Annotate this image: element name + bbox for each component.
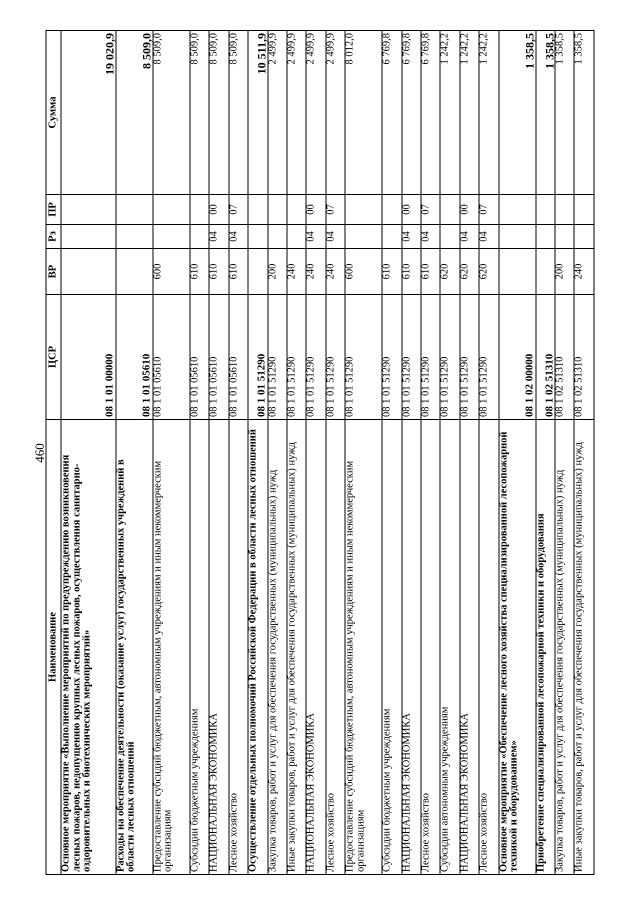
table-row	[479, 31, 498, 875]
cell-sum: 1 358,5	[555, 31, 574, 195]
table-row	[536, 31, 555, 875]
cell-name: Лесное хозяйство	[479, 420, 498, 875]
cell-pr	[382, 195, 401, 225]
cell-csr: 08 1 01 05610	[116, 295, 153, 420]
cell-vr: 240	[306, 249, 325, 295]
cell-sum: 6 769,8	[421, 31, 440, 195]
table-row	[248, 31, 267, 875]
cell-sum: 8 509,0	[153, 31, 190, 195]
cell-vr	[248, 249, 267, 295]
cell-rz	[499, 225, 536, 249]
cell-rz	[555, 225, 574, 249]
cell-sum: 2 499,9	[306, 31, 325, 195]
cell-sum: 6 769,8	[402, 31, 421, 195]
table-row	[190, 31, 209, 875]
cell-name: Осуществление отдельных полномочий Российской Федерации в области лесных отношений	[248, 420, 267, 875]
table-row	[382, 31, 401, 875]
cell-csr: 08 1 01 51290	[440, 295, 459, 420]
cell-pr	[499, 195, 536, 225]
cell-csr: 08 1 02 51310	[536, 295, 555, 420]
cell-csr: 08 1 01 05610	[190, 295, 209, 420]
cell-name: Основное мероприятие «Обеспечение лесного хозяйства специализированной лесопожарной техникой и оборудованием»	[499, 420, 536, 875]
cell-sum: 1 242,2	[479, 31, 498, 195]
document-page-rotated	[46, 31, 595, 875]
table-row	[306, 31, 325, 875]
cell-name: Лесное хозяйство	[229, 420, 248, 875]
cell-rz	[536, 225, 555, 249]
cell-pr: 00	[402, 195, 421, 225]
cell-name: Субсидии бюджетным учреждениям	[382, 420, 401, 875]
cell-rz	[248, 225, 267, 249]
table-row	[440, 31, 459, 875]
cell-name: Основное мероприятие «Выполнение мероприятий по предупреждению возникновения лесных пожаров, недопущению крупных лесных пожаров, осуществления санитарно-оздоровительных и биотехнических мероприятий»	[61, 420, 116, 875]
cell-sum: 6 769,8	[382, 31, 401, 195]
cell-pr	[287, 195, 306, 225]
cell-csr: 08 1 01 51290	[479, 295, 498, 420]
cell-pr	[116, 195, 153, 225]
table-row	[209, 31, 228, 875]
table-row	[116, 31, 153, 875]
cell-vr	[536, 249, 555, 295]
cell-sum: 8 509,0	[209, 31, 228, 195]
cell-sum: 1 358,5	[574, 31, 594, 195]
cell-name: Приобретение специализированной лесопожарной техники и оборудования	[536, 420, 555, 875]
cell-name: Предоставление субсидий бюджетным, автономным учреждениям и иным некоммерческим организациям	[153, 420, 190, 875]
cell-csr: 08 1 01 51290	[345, 295, 382, 420]
cell-csr: 08 1 01 51290	[421, 295, 440, 420]
cell-rz: 04	[479, 225, 498, 249]
cell-sum: 2 499,9	[326, 31, 345, 195]
cell-csr: 08 1 01 05610	[209, 295, 228, 420]
cell-sum: 19 020,9	[61, 31, 116, 195]
cell-pr	[536, 195, 555, 225]
cell-rz: 04	[209, 225, 228, 249]
cell-vr: 610	[229, 249, 248, 295]
cell-vr: 600	[345, 249, 382, 295]
cell-name: Расходы на обеспечение деятельности (оказание услуг) государственных учреждений в области лесных отношений	[116, 420, 153, 875]
cell-rz	[116, 225, 153, 249]
table-row	[421, 31, 440, 875]
cell-name: НАЦИОНАЛЬНАЯ ЭКОНОМИКА	[209, 420, 228, 875]
cell-rz: 04	[306, 225, 325, 249]
cell-rz: 04	[421, 225, 440, 249]
cell-csr: 08 1 01 51290	[287, 295, 306, 420]
cell-rz	[268, 225, 287, 249]
table-row	[555, 31, 574, 875]
cell-pr	[555, 195, 574, 225]
header-vr: ВР	[46, 249, 61, 295]
cell-name: Лесное хозяйство	[421, 420, 440, 875]
cell-name: Закупка товаров, работ и услуг для обеспечения государственных (муниципальных) нужд	[555, 420, 574, 875]
cell-name: Предоставление субсидий бюджетным, автономным учреждениям и иным некоммерческим организациям	[345, 420, 382, 875]
cell-rz	[574, 225, 594, 249]
page-number: 460	[32, 443, 47, 463]
cell-vr: 240	[326, 249, 345, 295]
cell-pr: 00	[306, 195, 325, 225]
table-row	[574, 31, 594, 875]
cell-name: Иные закупки товаров, работ и услуг для обеспечения государственных (муниципальных) нужд	[287, 420, 306, 875]
table-row	[402, 31, 421, 875]
cell-sum: 8 509,0	[229, 31, 248, 195]
cell-vr	[116, 249, 153, 295]
cell-pr: 07	[229, 195, 248, 225]
cell-csr: 08 1 01 51290	[268, 295, 287, 420]
cell-sum: 2 499,9	[287, 31, 306, 195]
table-row	[229, 31, 248, 875]
cell-name: Субсидии автономным учреждениям	[440, 420, 459, 875]
cell-csr: 08 1 01 00000	[61, 295, 116, 420]
cell-rz	[287, 225, 306, 249]
table-row	[153, 31, 190, 875]
cell-sum: 1 358,5	[499, 31, 536, 195]
header-csr: ЦСР	[46, 295, 61, 420]
header-sum: Сумма	[46, 31, 61, 195]
cell-name: Иные закупки товаров, работ и услуг для обеспечения государственных (муниципальных) нужд	[574, 420, 594, 875]
cell-rz	[190, 225, 209, 249]
cell-name: Закупка товаров, работ и услуг для обеспечения государственных (муниципальных) нужд	[268, 420, 287, 875]
header-name: Наименование	[46, 420, 61, 875]
cell-name: НАЦИОНАЛЬНАЯ ЭКОНОМИКА	[306, 420, 325, 875]
cell-vr: 610	[421, 249, 440, 295]
table-row	[345, 31, 382, 875]
table-row	[268, 31, 287, 875]
cell-rz	[345, 225, 382, 249]
header-pr: ПР	[46, 195, 61, 225]
cell-vr	[499, 249, 536, 295]
cell-csr: 08 1 01 51290	[306, 295, 325, 420]
cell-csr: 08 1 01 51290	[382, 295, 401, 420]
table-row	[61, 31, 116, 875]
cell-csr: 08 1 01 51290	[460, 295, 479, 420]
cell-pr: 07	[421, 195, 440, 225]
cell-rz: 04	[402, 225, 421, 249]
cell-sum: 8 509,0	[116, 31, 153, 195]
cell-sum: 1 242,2	[460, 31, 479, 195]
cell-pr	[440, 195, 459, 225]
cell-pr: 00	[209, 195, 228, 225]
cell-rz: 04	[326, 225, 345, 249]
cell-name: Субсидии бюджетным учреждениям	[190, 420, 209, 875]
cell-vr: 200	[555, 249, 574, 295]
cell-rz	[382, 225, 401, 249]
cell-vr: 620	[460, 249, 479, 295]
cell-vr: 240	[574, 249, 594, 295]
cell-csr: 08 1 01 05610	[153, 295, 190, 420]
cell-vr: 200	[268, 249, 287, 295]
cell-pr: 07	[479, 195, 498, 225]
table-row	[460, 31, 479, 875]
cell-pr	[248, 195, 267, 225]
cell-pr	[345, 195, 382, 225]
cell-pr: 07	[326, 195, 345, 225]
cell-vr: 600	[153, 249, 190, 295]
cell-csr: 08 1 01 51290	[248, 295, 267, 420]
cell-pr	[190, 195, 209, 225]
cell-vr: 610	[382, 249, 401, 295]
budget-table	[46, 30, 595, 875]
cell-name: Лесное хозяйство	[326, 420, 345, 875]
table-row	[326, 31, 345, 875]
cell-vr	[61, 249, 116, 295]
cell-sum: 8 012,0	[345, 31, 382, 195]
cell-name: НАЦИОНАЛЬНАЯ ЭКОНОМИКА	[402, 420, 421, 875]
cell-csr: 08 1 02 51310	[574, 295, 594, 420]
cell-pr: 00	[460, 195, 479, 225]
cell-rz: 04	[229, 225, 248, 249]
table-header-row	[46, 31, 61, 875]
cell-rz: 04	[460, 225, 479, 249]
cell-sum: 10 511,9	[248, 31, 267, 195]
cell-sum: 8 509,0	[190, 31, 209, 195]
cell-vr: 610	[402, 249, 421, 295]
cell-pr	[153, 195, 190, 225]
cell-pr	[61, 195, 116, 225]
cell-pr	[268, 195, 287, 225]
table-body	[61, 31, 594, 875]
header-rz: Рз	[46, 225, 61, 249]
table-row	[499, 31, 536, 875]
cell-pr	[574, 195, 594, 225]
table-row	[287, 31, 306, 875]
cell-sum: 1 242,2	[440, 31, 459, 195]
cell-vr: 240	[287, 249, 306, 295]
cell-csr: 08 1 02 51310	[555, 295, 574, 420]
cell-csr: 08 1 01 05610	[229, 295, 248, 420]
cell-csr: 08 1 02 00000	[499, 295, 536, 420]
cell-csr: 08 1 01 51290	[402, 295, 421, 420]
cell-vr: 620	[440, 249, 459, 295]
cell-sum: 1 358,5	[536, 31, 555, 195]
cell-sum: 2 499,9	[268, 31, 287, 195]
cell-rz	[61, 225, 116, 249]
cell-rz	[153, 225, 190, 249]
cell-name: НАЦИОНАЛЬНАЯ ЭКОНОМИКА	[460, 420, 479, 875]
cell-vr: 610	[190, 249, 209, 295]
cell-rz	[440, 225, 459, 249]
cell-csr: 08 1 01 51290	[326, 295, 345, 420]
cell-vr: 620	[479, 249, 498, 295]
cell-vr: 610	[209, 249, 228, 295]
